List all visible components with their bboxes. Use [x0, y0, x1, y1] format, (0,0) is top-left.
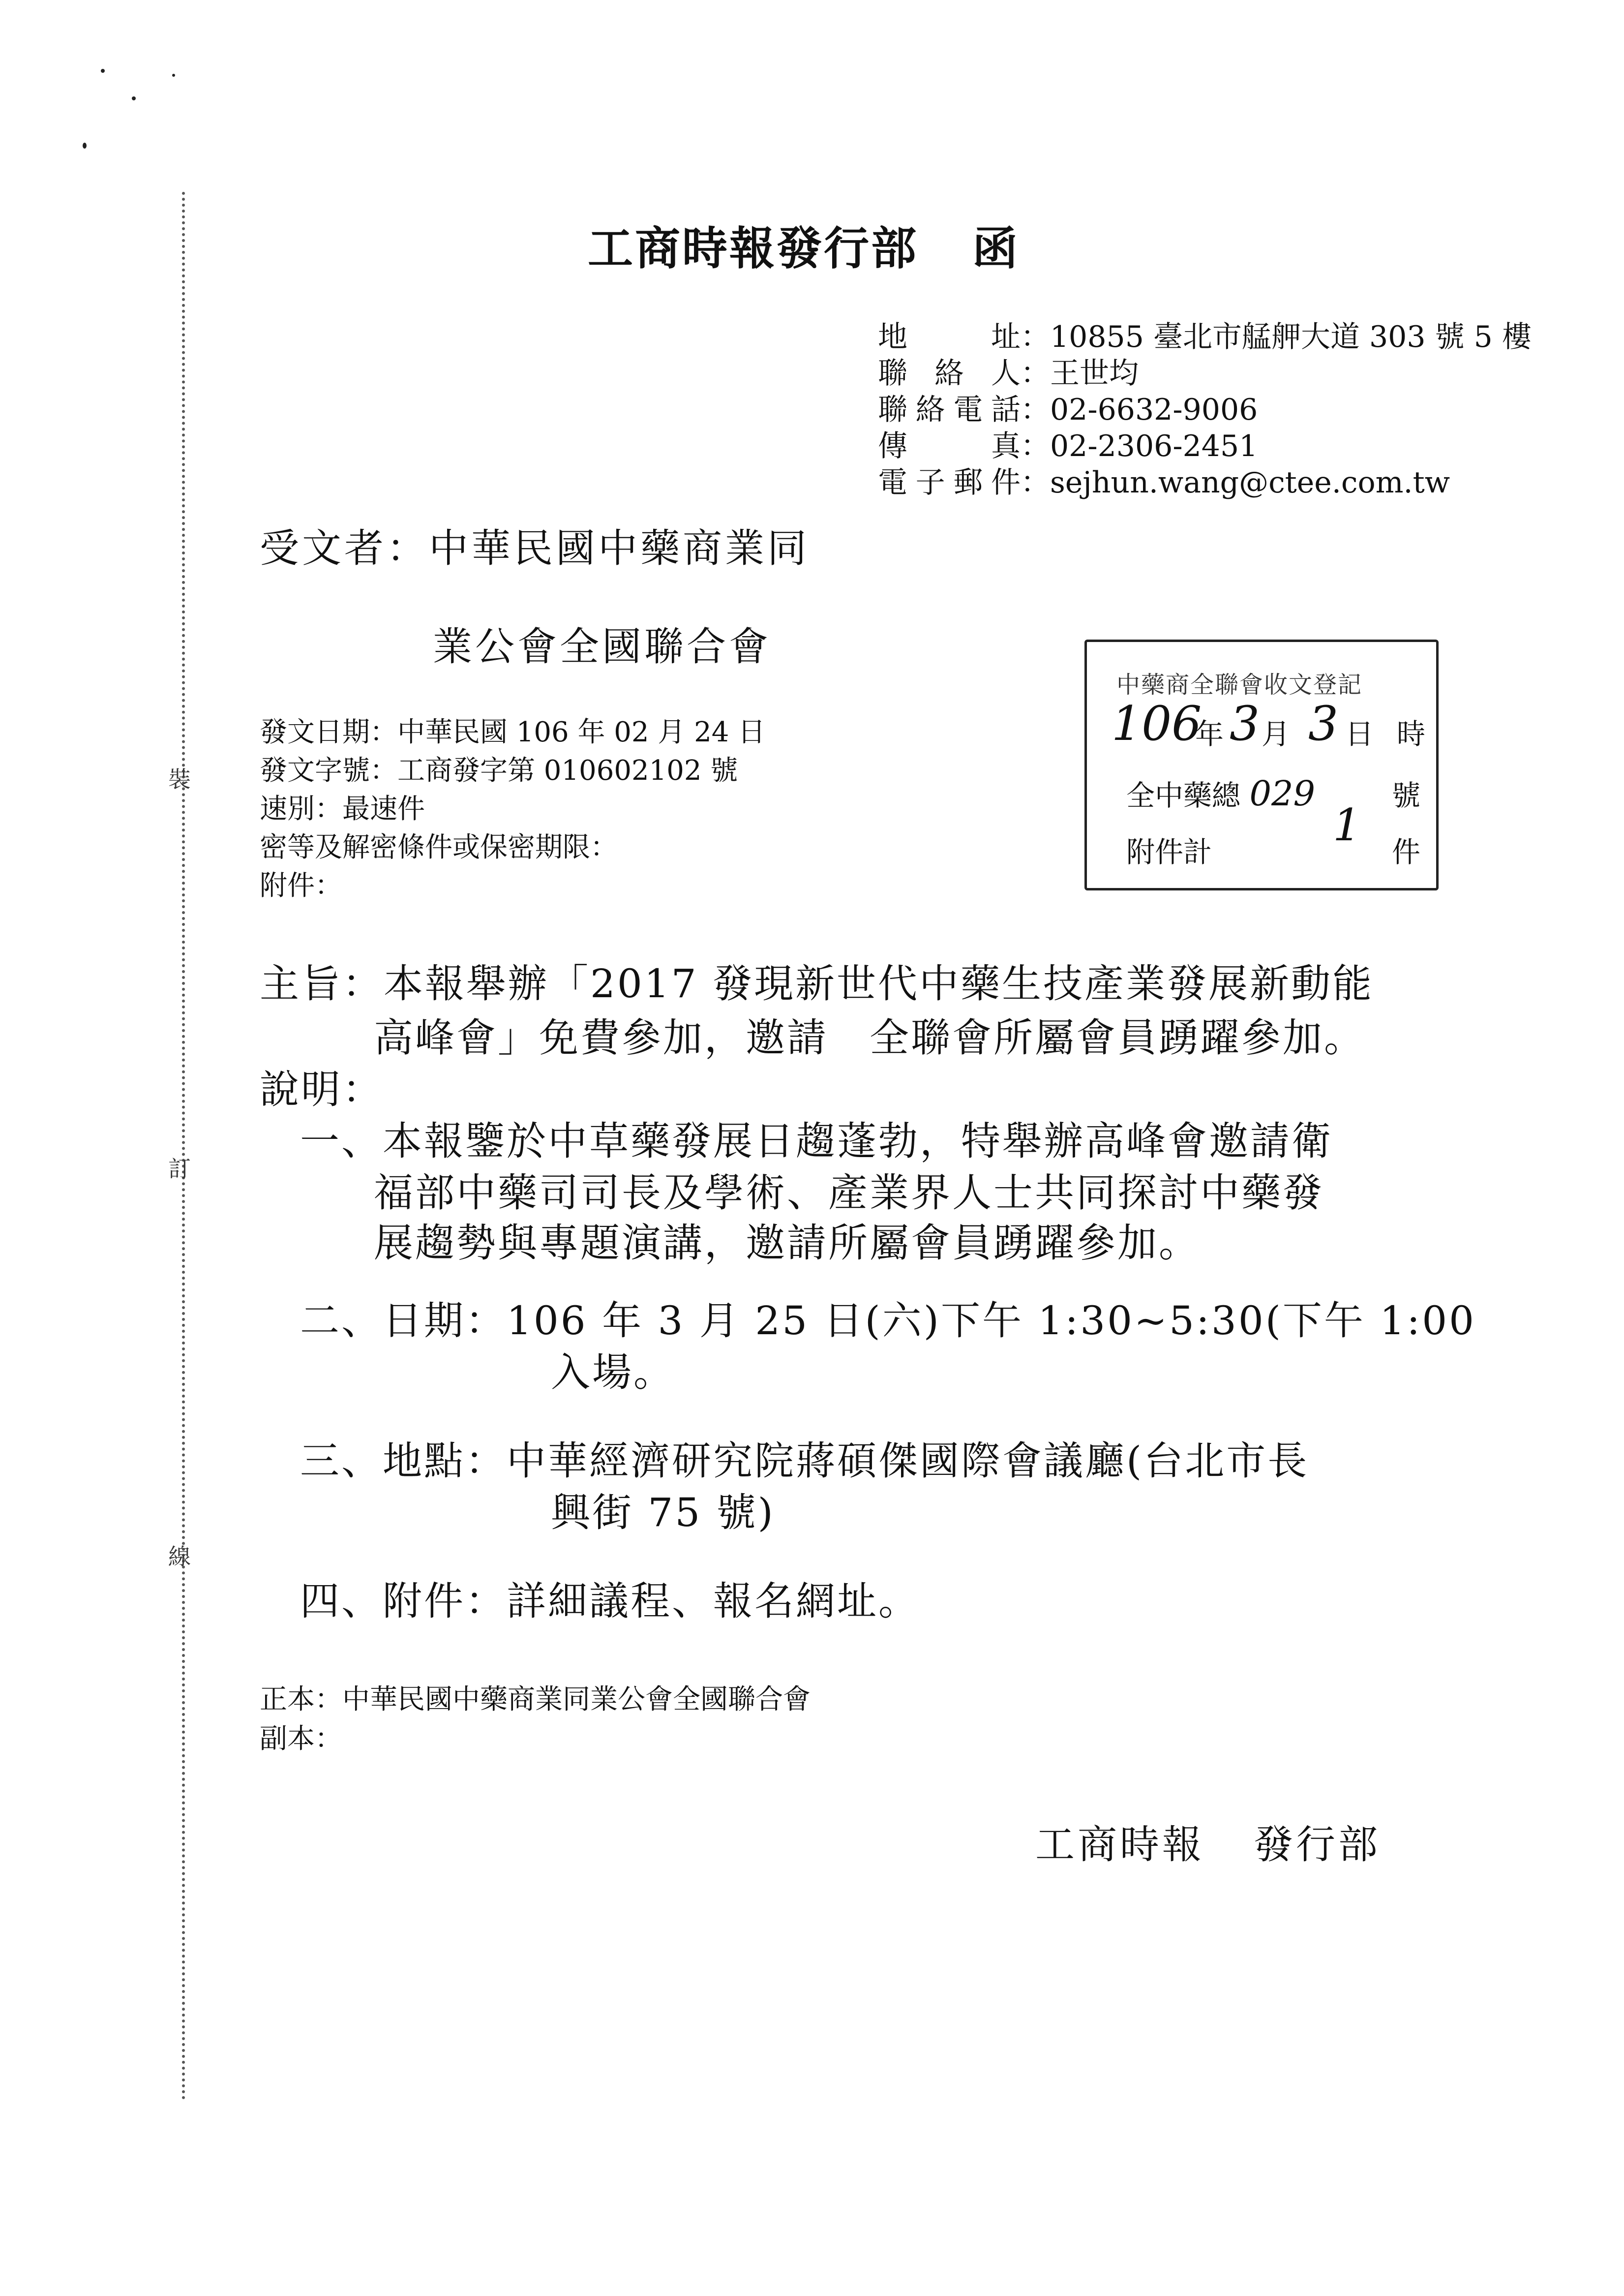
recipient-line-1 — [260, 517, 810, 573]
meta-attachment: 附件： — [260, 870, 342, 902]
stamp-header: 中藥商全聯會收文登記 — [1116, 671, 1363, 699]
stamp-prefix: 全中藥總 — [1126, 779, 1241, 812]
stamp-handwritten-day: 3 — [1308, 696, 1339, 751]
signature — [1035, 1813, 1381, 1869]
item-1-line-1 — [300, 1109, 1333, 1166]
stamp-handwritten-year: 106 — [1112, 696, 1202, 751]
item-1-num: 一、 — [300, 1118, 383, 1164]
document-meta — [260, 713, 765, 905]
recipient-label: 受文者： — [260, 525, 429, 571]
recipient-name-2: 業公會全國聯合會 — [433, 624, 771, 670]
item-3-text-1: 地點：中華經濟研究院蔣碩傑國際會議廳(台北市長 — [383, 1438, 1309, 1484]
stamp-attach-label: 附件計 — [1126, 835, 1212, 869]
contact-address: 10855 臺北市艋舺大道 303 號 5 樓 — [1050, 320, 1532, 354]
contact-phone-label: 聯絡電話 — [878, 393, 1021, 427]
contact-email-row: 電子郵件：sejhun.wang@ctee.com.tw — [878, 465, 1450, 500]
meta-date: 發文日期：中華民國 106 年 02 月 24 日 — [260, 716, 766, 748]
explanation-label: 說明： — [260, 1067, 384, 1112]
stamp-day-unit: 日 — [1345, 717, 1374, 751]
binding-char-2: 訂 — [168, 1156, 191, 1182]
signature-org: 工商時報 — [1035, 1822, 1204, 1867]
contact-address-row: 地址：10855 臺北市艋舺大道 303 號 5 樓 — [878, 320, 1532, 354]
contact-fax: 02-2306-2451 — [1050, 429, 1258, 463]
item-3-line-1 — [300, 1429, 1309, 1486]
item-3-num: 三、 — [300, 1438, 383, 1484]
item-2-num: 二、 — [300, 1298, 383, 1344]
signature-dept: 發行部 — [1254, 1822, 1381, 1867]
contact-fax-row: 傳真：02-2306-2451 — [878, 429, 1258, 463]
contact-phone: 02-6632-9006 — [1050, 393, 1258, 427]
meta-speed: 速別：最速件 — [260, 793, 425, 825]
subject-text-1: 本報舉辦「2017 發現新世代中藥生技產業發展新動能 — [384, 961, 1374, 1007]
contact-address-label: 地址 — [878, 320, 1021, 354]
contact-phone-row: 聯絡電話：02-6632-9006 — [878, 393, 1258, 427]
footer-copy: 副本： — [260, 1723, 342, 1755]
stamp-handwritten-count: 1 — [1333, 799, 1361, 851]
footer-original: 正本：中華民國中藥商業同業公會全國聯合會 — [260, 1684, 811, 1715]
meta-secrecy: 密等及解密條件或保密期限： — [260, 831, 618, 863]
letter-org: 工商時報發行部 — [588, 222, 919, 275]
item-2-text-1: 日期：106 年 3 月 25 日(六)下午 1:30~5:30(下午 1:00 — [383, 1298, 1476, 1344]
contact-person-label: 聯絡人 — [878, 356, 1021, 391]
stamp-year-unit: 年 — [1195, 717, 1224, 751]
item-4-num: 四、 — [300, 1578, 383, 1624]
subject-label: 主旨： — [260, 961, 384, 1007]
contact-fax-label: 傳真 — [878, 429, 1021, 463]
stamp-attach-unit: 件 — [1392, 835, 1421, 869]
binding-char-1: 裝 — [168, 766, 191, 793]
item-1-text-3: 展趨勢與專題演講，邀請所屬會員踴躍參加。 — [374, 1220, 1200, 1266]
stamp-handwritten-number: 029 — [1249, 773, 1316, 814]
contact-block — [878, 319, 1532, 501]
contact-person-row: 聯絡人：王世均 — [878, 356, 1139, 391]
letter-title — [588, 213, 1020, 277]
scan-speck — [83, 143, 87, 149]
meta-number: 發文字號：工商發字第 010602102 號 — [260, 755, 738, 787]
letter-doc-type: 函 — [972, 222, 1020, 275]
stamp-handwritten-month: 3 — [1230, 696, 1260, 751]
contact-email: sejhun.wang@ctee.com.tw — [1050, 465, 1450, 500]
stamp-attach-row — [1126, 799, 1421, 870]
item-4-text-1: 附件：詳細議程、報名網址。 — [383, 1578, 920, 1624]
item-3-text-2: 興街 75 號) — [551, 1490, 775, 1535]
binding-dotted-line — [182, 192, 185, 2101]
recipient-name-1: 中華民國中藥商業同 — [429, 525, 810, 571]
contact-email-label: 電子郵件 — [878, 465, 1021, 500]
stamp-number-unit: 號 — [1392, 779, 1421, 812]
item-1-text-2: 福部中藥司司長及學術、產業界人士共同探討中藥發 — [374, 1170, 1324, 1216]
subject-text-2: 高峰會」免費參加，邀請 全聯會所屬會員踴躍參加。 — [374, 1015, 1365, 1061]
binding-char-3: 線 — [168, 1543, 191, 1570]
subject-line-1 — [260, 952, 1374, 1009]
receipt-stamp — [1084, 640, 1439, 890]
item-4-line-1 — [300, 1569, 920, 1626]
stamp-hour-unit: 時 — [1397, 717, 1426, 751]
scan-speck — [132, 96, 136, 100]
contact-person: 王世均 — [1050, 356, 1139, 391]
item-2-line-1 — [300, 1289, 1476, 1346]
stamp-month-unit: 月 — [1262, 717, 1291, 751]
scan-speck — [101, 69, 105, 73]
stamp-number-row — [1126, 772, 1421, 814]
item-1-text-1: 本報鑒於中草藥發展日趨蓬勃，特舉辦高峰會邀請衛 — [383, 1118, 1333, 1164]
scan-speck — [172, 74, 175, 77]
item-2-text-2: 入場。 — [551, 1349, 675, 1395]
